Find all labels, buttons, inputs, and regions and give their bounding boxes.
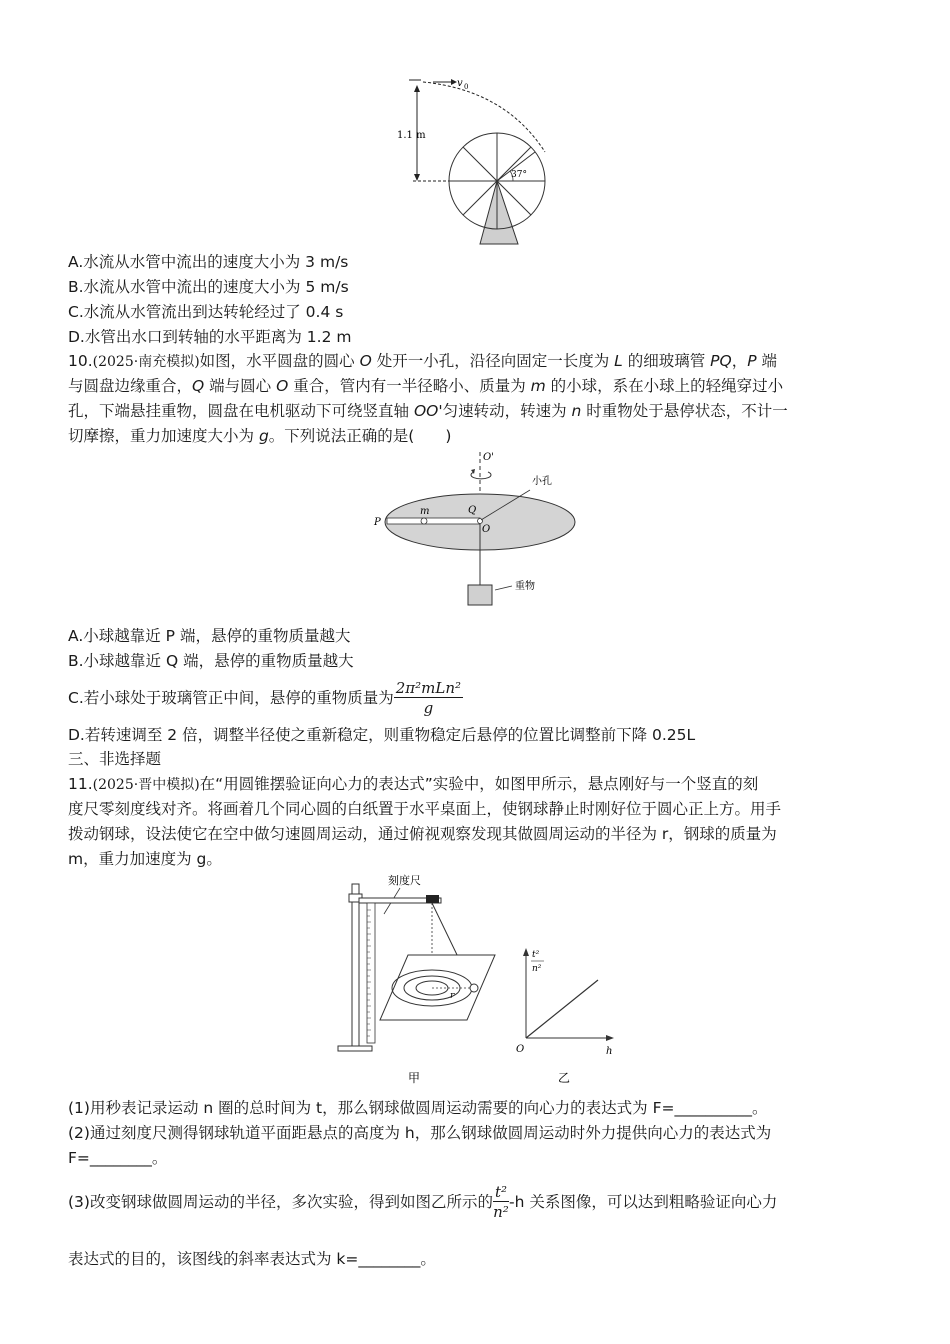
axis-label: O' xyxy=(483,452,494,463)
water-wheel-figure xyxy=(395,72,570,250)
graph-y-num: t² xyxy=(532,950,540,960)
label-p: P xyxy=(374,517,381,528)
q10-number: 10. xyxy=(68,352,93,370)
q10-text: 切摩擦，重力加速度大小为 xyxy=(68,427,259,445)
q11-part-2a: (2)通过刻度尺测得钢球轨道平面距悬点的高度为 h，那么钢球做圆周运动时外力提供向心力的表达式为 xyxy=(68,1124,772,1142)
q10-line-2 xyxy=(68,374,783,398)
height-label: 1.1 m xyxy=(397,130,426,141)
glass-tube xyxy=(387,518,480,524)
fraction-numerator: 2π²mLn² xyxy=(395,679,462,697)
q9-option-a: A.水流从水管中流出的速度大小为 3 m/s xyxy=(68,253,349,271)
label-m: m xyxy=(420,506,430,517)
q11-line-4: m，重力加速度为 g。 xyxy=(68,850,222,868)
graph-y-den: n² xyxy=(532,964,542,974)
q10-text: 处开一小孔，沿径向固定一长度为 xyxy=(371,352,615,370)
q11-line-3: 拨动钢球，设法使它在空中做匀速圆周运动，通过俯视观察发现其做圆周运动的半径为 r，钢球的质量为 xyxy=(68,825,777,843)
q9-option-b: B.水流从水管中流出的速度大小为 5 m/s xyxy=(68,278,349,296)
var-g: g xyxy=(258,427,269,445)
part3-text: (3)改变钢球做圆周运动的半径，多次实验，得到如图乙所示的 xyxy=(68,1193,493,1211)
graph-origin: O xyxy=(516,1044,525,1055)
graph-x-label: h xyxy=(606,1046,613,1057)
q11-line-2: 度尺零刻度线对齐。将画着几个同心圆的白纸置于水平桌面上，使钢球静止时刚好位于圆心正上方。用手 xyxy=(68,800,782,818)
v0-sub: 0 xyxy=(464,83,469,91)
q10-option-a: A.小球越靠近 P 端，悬停的重物质量越大 xyxy=(68,627,351,645)
t2-n2-fraction xyxy=(493,1183,509,1222)
label-o: O xyxy=(482,524,491,535)
var-m: m xyxy=(530,377,546,395)
angle-label: 37° xyxy=(511,170,527,180)
var-pq: PQ xyxy=(710,352,732,370)
q10-option-b: B.小球越靠近 Q 端，悬停的重物质量越大 xyxy=(68,652,354,670)
var-o: O xyxy=(359,352,372,370)
q10-option-d: D.若转速调至 2 倍，调整半径使之重新稳定，则重物稳定后悬停的位置比调整前下降 0.25L xyxy=(68,726,696,744)
q10-text: 时重物处于悬停状态，不计一 xyxy=(581,402,788,420)
var-q: Q xyxy=(192,377,205,395)
part3-text: -h 关系图像，可以达到粗略验证向心力 xyxy=(509,1193,778,1211)
var-l: L xyxy=(614,352,623,370)
rotating-disc-figure xyxy=(370,448,585,613)
fraction-numerator: t² xyxy=(494,1183,508,1201)
q10-text: 端 xyxy=(756,352,778,370)
var-o: O xyxy=(276,377,289,395)
q10-source: (2025·南充模拟) xyxy=(92,354,200,370)
option-c-text: C.若小球处于玻璃管正中间，悬停的重物质量为 xyxy=(68,689,394,707)
q10-text: 端与圆心 xyxy=(204,377,277,395)
mass-fraction xyxy=(394,679,463,718)
q11-part-1: (1)用秒表记录运动 n 圈的总时间为 t，那么钢球做圆周运动需要的向心力的表达式为 F=__________。 xyxy=(68,1099,768,1117)
q11-part-2b: F=________。 xyxy=(68,1149,168,1167)
stand-pole xyxy=(352,884,359,1046)
graph-line xyxy=(526,980,598,1038)
fraction-denominator: n² xyxy=(493,1203,509,1221)
water-trajectory xyxy=(423,82,545,152)
q11-part-3 xyxy=(68,1180,777,1224)
hole-label: 小孔 xyxy=(532,476,552,487)
section-heading: 三、非选择题 xyxy=(68,750,162,768)
wheel-stand xyxy=(480,181,518,244)
clamp xyxy=(426,895,439,903)
q9-option-d: D.水管出水口到转轴的水平距离为 1.2 m xyxy=(68,328,352,346)
q10-text: 的细玻璃管 xyxy=(622,352,711,370)
q11-part-3c: 表达式的目的，该图线的斜率表达式为 k=________。 xyxy=(68,1250,436,1268)
q10-option-c xyxy=(68,675,463,721)
q10-text: 重合，管内有一半径略小、质量为 xyxy=(288,377,531,395)
var-oo: OO' xyxy=(413,402,443,420)
ruler xyxy=(367,903,375,1043)
steel-ball xyxy=(470,984,478,992)
ruler-label: 刻度尺 xyxy=(388,874,421,887)
weight-label: 重物 xyxy=(515,581,535,592)
q10-text: 。下列说法正确的是( ) xyxy=(268,427,452,445)
q11-text: 在“用圆锥摆验证向心力的表达式”实验中，如图甲所示，悬点刚好与一个竖直的刻 xyxy=(199,775,759,793)
fraction-denominator: g xyxy=(423,699,434,717)
q10-text: 孔，下端悬挂重物，圆盘在电机驱动下可绕竖直轴 xyxy=(68,402,414,420)
q11-line-1 xyxy=(68,772,758,797)
q9-option-c: C.水流从水管流出到达转轮经过了 0.4 s xyxy=(68,303,344,321)
fig-jia-label: 甲 xyxy=(408,1071,421,1085)
q11-number: 11. xyxy=(68,775,93,793)
q10-line-3 xyxy=(68,399,788,423)
radius-label: r xyxy=(450,991,455,1001)
q11-source: (2025·晋中模拟) xyxy=(92,777,200,793)
conical-pendulum-figure xyxy=(330,870,630,1088)
label-q: Q xyxy=(468,505,477,516)
fig-yi-label: 乙 xyxy=(558,1071,571,1085)
q10-text: ， xyxy=(731,352,748,370)
q10-text: 如图，水平圆盘的圆心 xyxy=(199,352,360,370)
q10-text: 与圆盘边缘重合， xyxy=(68,377,193,395)
q10-text: 的小球，系在小球上的轻绳穿过小 xyxy=(545,377,784,395)
q10-text: 匀速转动，转速为 xyxy=(442,402,572,420)
var-n: n xyxy=(571,402,582,420)
q10-line-1 xyxy=(68,349,777,374)
v0-label: v xyxy=(457,78,463,89)
q10-line-4 xyxy=(68,424,451,448)
stand-base xyxy=(338,1046,372,1051)
var-p: P xyxy=(747,352,757,370)
weight-block xyxy=(468,585,492,605)
ball xyxy=(421,518,427,524)
